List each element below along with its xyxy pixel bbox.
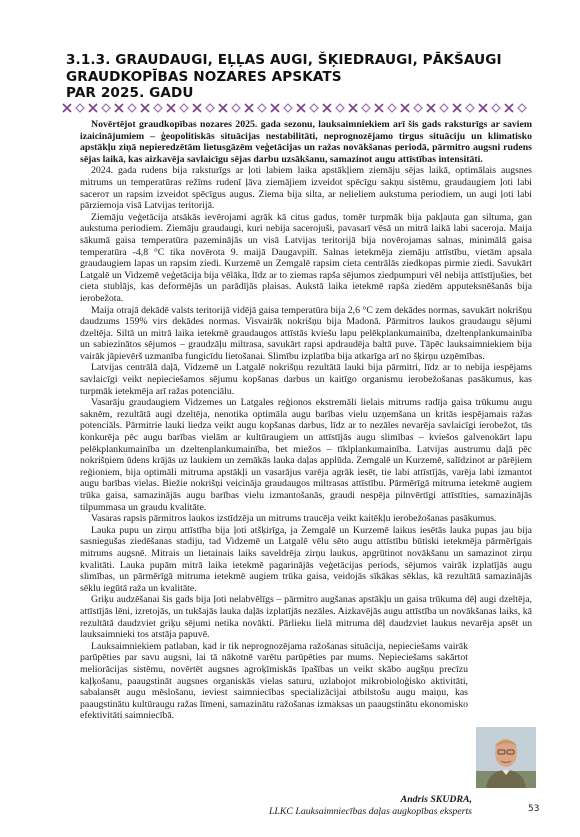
ornament-motif [180,104,188,112]
ornament-motif [466,104,474,112]
ornament-motif [219,104,227,112]
ornament-motif [193,104,201,112]
body-paragraph: 2024. gada rudens bija raksturīgs ar ļoti labiem laika apstākļiem ziemāju sējas laikā, optimālais augsnes mitrums un temperatūras režīms rudenī ļāva ziemājiem izveidot spēcīgu sakņu sistēmu, graudaugiem ļoti labi saceroт un rapsim izveidot spēcīgus augus. Ziema bija silta, ar nelieliem aukstuma periodiem, un augi ļoti labi pārziemoja visā Latvijas teritorijā. [80,165,532,212]
ornament-motif [518,104,526,112]
ornament-motif [115,104,123,112]
decorative-ornament-band [60,102,530,114]
ornament-motif [167,104,175,112]
body-paragraph: Maija otrajā dekādē valsts teritorijā vidējā gaisa temperatūra bija 2,6 °C zem dekādes normas, savukārt nokrišņu daudzums 159% virs dekādes normas. Visvairāk nokrišņu bija Madonā. Pārmitros laukos graudaugu sējumi dzeltēja. Siltā un mitrā laika ietekmē graudaugos attīstās kviešu lapu pelēkplankumainība, dzeltenplankumainība un sabiezinātos sējumos – graudzāļu miltrasa, savukārt rapsi apdraudēja baltā puve. Tāpēc lauksaimniekiem bija vairāk jāpievērš uzmanība fungicīdu lietošanai. Slimību izplatība bija atkarīga arī no šķirņu uzņēmības. [80,304,532,362]
ornament-motif [154,104,162,112]
ornament-motif [401,104,409,112]
heading-line: GRAUDKOPĪBAS NOZARES APSKATS [66,68,342,85]
body-paragraph: Vasarāju graudaugiem Vidzemes un Latgales reģionos ekstremāli lielais mitrums radīja gaisa trūkumu augu saknēm, rezultātā augi dzeltēja, nenotika optimāla augu barības vielu uzņemšana un kritās iespējamais ražas potenciāls. Pārmitrie lauki liedza veikt augu kopšanas darbus, līdz ar to nezāles nevarēja savlaicīgi ierobežot, tās konkurēja pēc augu barības vielām ar kultūraugiem un attīstījās augu slimības – kviešos galvenokārt lapu pelēkplankumainība un dzeltenplankumainība, bet miežos – tīklplankumainība. Latvijas austrumu daļā pēc nokrišņiem ūdens krājās uz laukiem un zemākās lauka daļas applūda. Zemgalē un Kurzemē, salīdzinot ar pārējiem reģioniem, bija optimāli mitruma apstākļi un vasarājus varēja agrāk iesēt, tie labi attīstījās, varēja labi izmantot augu barības vielas. Biežie nokrišņi veicināja graudaugos miltrasas attīstību. Pārmērīgā mitruma ietekmē augiem trūka gaisa, samazinājās augu barības vielu izmantošanās, graudi nespēja pilnvērtīgi attīstīties, samazinājās tilpummasa un graudu kvalitāte. [80,397,532,513]
heading-line: 3.1.3. GRAUDAUGI, EĻĻAS AUGI, ŠĶIEDRAUGI, PĀKŠAUGI [66,52,502,68]
ornament-motif [414,104,422,112]
ornament-motif [245,104,253,112]
ornament-motif [271,104,279,112]
ornament-motif [232,104,240,112]
ornament-motif [479,104,487,112]
author-signature [230,794,472,818]
ornament-motif [362,104,370,112]
lead-paragraph: Novērtējot graudkopības nozares 2025. gada sezonu, lauksaimniekiem arī šis gads raksturīgs ar saviem izaicinājumiem – ģeopolitiskās situācijas nestabilitāti, neprognozējamo tirgus situāciju un klimatisko apstākļu ziņā nepieredzētām lietusgāzēm veģetācijas un ražas novākšanas periodā, pārmitro augsni rudens sējas laikā, kas aizkavēja savlaicīgu sējas darbu uzsākšanu, samazinot augu attīstības intensitāti. [80,119,532,165]
ornament-motif [492,104,500,112]
author-portrait-image [476,727,536,788]
ornament-motif [505,104,513,112]
ornament-motif [102,104,110,112]
ornament-motif [349,104,357,112]
ornament-motif [258,104,266,112]
ornament-motif [323,104,331,112]
page-number: 53 [528,804,540,814]
body-paragraph: Lauksaimniekiem patlaban, kad ir tik neprognozējama ražošanas situācija, nepieciešams vairāk parūpēties par savu augsni, lai tā nākotnē varētu parūpēties par mums. Nepieciešams sakārtot meliorācijas sistēmu, novērtēt augsnes agroķīmiskās īpašības un veikt skābo augšņu precīzu kaļķošanu, paaugstināt augsnes organiskās vielas saturu, uzlabojot mikrobioloģisko aktivitāti, sabalansēt augu mēslošanu, ieviest saimniecības specializācijai atbilstošu augu maiņu, kas paaugstinātu kultūraugu ražas līmeni, samazinātu ražošanas izmaksas un paaugstinātu ekonomisko efektivitāti saimniecībā. [80,640,468,722]
body-paragraph: Latvijas centrālā daļā, Vidzemē un Latgalē nokrišņu rezultātā lauki bija pārmitri, līdz ar to nebija iespējams savlaicīgi veikt nepieciešamos sējumu kopšanas darbus un kaitīgo organismu ierobežošanas pasākumus, kas turpmāk ietekmēja arī ražas potenciālu. [80,362,532,397]
section-heading [66,52,526,102]
ornament-motif [141,104,149,112]
ornament-motif [375,104,383,112]
ornament-motif [76,104,84,112]
ornament-motif [89,104,97,112]
ornament-pattern [60,102,530,114]
ornament-motif [310,104,318,112]
ornament-motif [440,104,448,112]
body-paragraph: Lauka pupu un zirņu attīstība bija ļoti atšķirīga, ja Zemgalē un Kurzemē laikus iesētās lauka pupas jau bija sasniegušas ziedēšanas stadiju, tad Vidzemē un Latgalē vēlu sēto augu attīstību būtiski ietekmēja pārmērīgais mitrums augsnē. Mitrais un lietainais laiks saveldrēja zirņu laukus, apgrūtinot novākšanu un samazinot zirņu kvalitāti. Lauka pupām mitrā laika ietekmē pagarinājās veģetācijas periods, sējumos vairāk izplatījās augu slimības, un pārmērīgā mitruma ietekmē augiem trūka gaisa, veidojās sīkākas sēklas, kā rezultātā samazinājās sēklu iegūtā raža un kvalitāte. [80,524,532,594]
author-name: Andris SKUDRA, [400,794,472,805]
ornament-motif [63,104,71,112]
ornament-motif [336,104,344,112]
author-photo [476,727,536,788]
ornament-motif [427,104,435,112]
article-body [80,119,532,722]
ornament-motif [284,104,292,112]
body-paragraph: Vasaras rapsis pārmitros laukos izstīdzēja un mitrums traucēja veikt kaitēkļu ierobežošanas pasākumus. [91,513,497,525]
ornament-motif [297,104,305,112]
body-paragraph: Griķu audzēšanai šis gads bija ļoti nelabvēlīgs – pārmitro augšanas apstākļu un gaisa trūkuma dēļ augi dzeltēja, attīstījās lēni, izretojās, un tukšajās lauka daļās izplatījās nezāles. Aizkavējās augu attīstība un novākšanas laiks, kā rezultātā daudzviet griķu sējumi netika novākti. Pārlieku lielā mitruma dēļ daudzviet laukus nevarēja apsēt un lauksaimnieki tos atstāja papuvē. [80,594,532,641]
ornament-motif [206,104,214,112]
ornament-motif [128,104,136,112]
author-role: LLKC Lauksaimniecības daļas augkopības eksperts [268,806,472,817]
ornament-motif [453,104,461,112]
ornament-motif [388,104,396,112]
body-paragraph: Ziemāju veģetācija atsākās ievērojami agrāk kā citus gadus, tomēr turpmāk bija pakļauta gan siltuma, gan aukstuma periodiem. Ziemāju graudaugi, kuri nebija sacerojuši, pavasarī vēsā un mitrā laikā labi saceroja. Maija sākumā gaisa temperatūra pazeminājās un visā Latvijas teritorijā bija novērojamas salnas, minimālā gaisa temperatūra -4,8 °C tika novērota 9. maijā Daugavpilī. Salnas ietekmēja ziemāju attīstību, vietām apsala graudaugiem lapas un rapsim ziedi. Kurzemē un Zemgalē rapsim cieta centrālās ziedkopas pirmie ziedi. Savukārt Latgalē un Vidzemē veģetācija bija vēlāka, līdz ar to ziemas rapša sējumos ziedpumpuri vēl nebija attīstījušies, bet cieta stublājs, kas deformējās un parādījās plaisas. Aukstā laika ietekmē rapša ziedēm apputeksnēšanās bija ierobežota. [80,211,532,304]
heading-line: PAR 2025. GADU [66,85,194,101]
